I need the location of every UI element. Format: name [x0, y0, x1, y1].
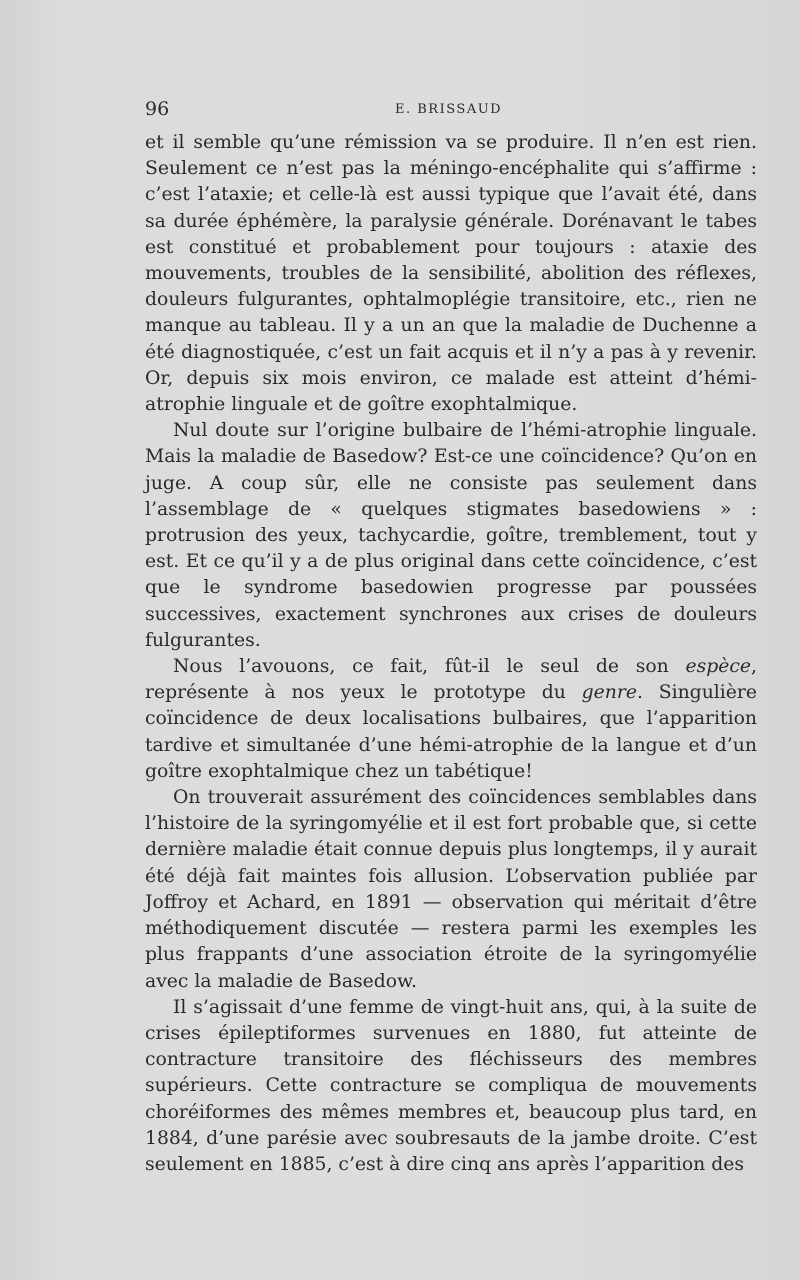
- paragraph: [145, 130, 757, 418]
- paragraph-text: Nul doute sur l’origine bulbaire de l’hémi-atrophie linguale. Mais la maladie de Basedow? Est-ce une coïncidence? Qu’on en juge. A coup sûr, elle ne consiste pas seulement dans l’assemblage de « quelques stigmates basedowiens » : protrusion des yeux, tachycardie, goître, tremblement, tout y est. Et ce qu’il y a de plus original dans cette coïncidence, c’est que le syndrome basedowien progresse par poussées successives, exactement synchrones aux crises de douleurs fulgurantes.: [145, 420, 757, 651]
- paragraph-text: , représente à nos yeux le prototype du: [145, 656, 757, 704]
- paragraph-text: On trouverait assurément des coïncidences semblables dans l’histoire de la syringomyélie et il est fort probable que, si cette dernière maladie était connue depuis plus longtemps, il y aurait été déjà fait maintes fois allusion. L’observation publiée par Joffroy et Achard, en 1891 — observation qui méritait d’être méthodiquement discutée — restera parmi les exemples les plus frappants d’une association étroite de la syringomyélie avec la maladie de Basedow.: [145, 787, 757, 992]
- paragraph: [145, 995, 757, 1178]
- italic-text: espèce: [685, 656, 752, 678]
- paragraph-text: . Singulière coïncidence de deux localisations bulbaires, que l’apparition tardive et simultanée d’une hémi-atrophie de la langue et d’un goître exophtalmique chez un tabétique!: [145, 682, 758, 782]
- page-header: [145, 98, 755, 124]
- italic-text: genre: [581, 682, 637, 704]
- paragraph: [145, 785, 757, 995]
- page-number: 96: [145, 98, 170, 120]
- paragraph: [145, 418, 757, 654]
- paragraph-text: Nous l’avouons, ce fait, fût-il le seul de son: [173, 656, 686, 678]
- body-text: [145, 130, 757, 1178]
- paragraph-text: Il s’agissait d’une femme de vingt-huit ans, qui, à la suite de crises épileptiformes survenues en 1880, fut atteinte de contracture transitoire des fléchisseurs des membres supérieurs. Cette contracture se compliqua de mouvements choréiformes des mêmes membres et, beaucoup plus tard, en 1884, d’une parésie avec soubresauts de la jambe droite. C’est seulement en 1885, c’est à dire cinq ans après l’apparition des: [145, 996, 757, 1175]
- paragraph-text: et il semble qu’une rémission va se produire. Il n’en est rien. Seulement ce n’est pas la méningo-encéphalite qui s’affirme : c’est l’ataxie; et celle-là est aussi typique que l’avait été, dans sa durée éphémère, la paralysie générale. Dorénavant le tabes est constitué et probablement pour toujours : ataxie des mouvements, troubles de la sensibilité, abolition des réflexes, douleurs fulgurantes, ophtalmoplégie transitoire, etc., rien ne manque au tableau. Il y a un an que la maladie de Duchenne a été diagnostiquée, c’est un fait acquis et il n’y a pas à y revenir. Or, depuis six mois environ, ce malade est atteint d’hémi-atrophie linguale et de goître exophtalmique.: [145, 132, 757, 416]
- running-head: E. BRISSAUD: [395, 102, 503, 117]
- paragraph: [145, 654, 757, 785]
